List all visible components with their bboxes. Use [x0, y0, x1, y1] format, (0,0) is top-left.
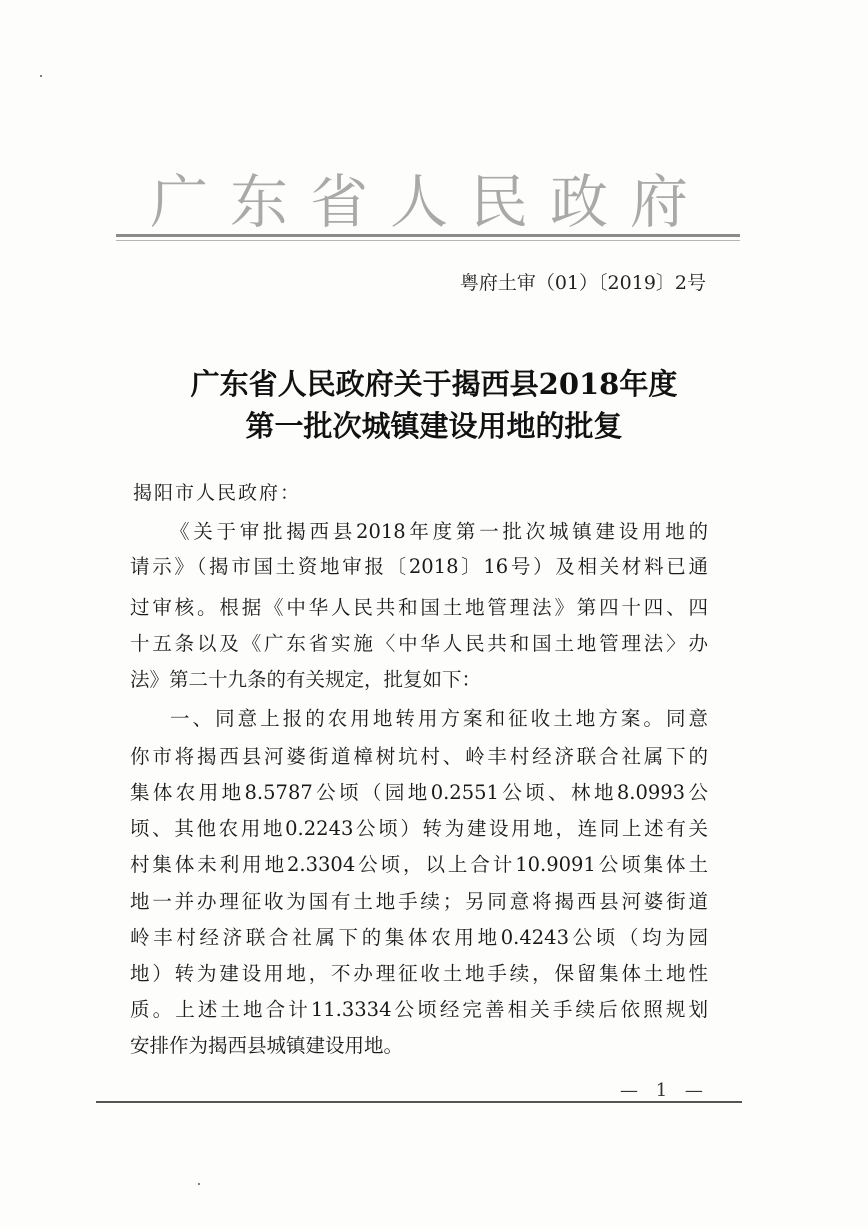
- body-line: 十五条以及《广东省实施〈中华人民共和国土地管理法〉办: [130, 632, 708, 655]
- body-line: 安排作为揭西县城镇建设用地。: [130, 1034, 404, 1057]
- body-line: 过审核。根据《中华人民共和国土地管理法》第四十四、四: [130, 596, 708, 619]
- body-line: 请示》（揭市国土资地审报〔2018〕16号）及相关材料已通: [130, 555, 708, 578]
- scan-speck: [198, 1183, 200, 1185]
- body-line: 地一并办理征收为国有土地手续；另同意将揭西县河婆街道: [130, 890, 708, 913]
- document-title-line-2: 第一批次城镇建设用地的批复: [245, 409, 623, 443]
- page-number: — 1 —: [620, 1080, 709, 1101]
- body-line: 一、同意上报的农用地转用方案和征收土地方案。同意: [170, 707, 708, 730]
- body-line: 你市将揭西县河婆街道樟树坑村、岭丰村经济联合社属下的: [130, 745, 708, 768]
- document-title-line-1: 广东省人民政府关于揭西县2018年度: [190, 367, 678, 401]
- body-line: 集体农用地8.5787公顷（园地0.2551公顷、林地8.0993公: [130, 781, 708, 804]
- header-divider-thin: [116, 240, 740, 241]
- footer-divider: [96, 1101, 742, 1103]
- body-line: 质。上述土地合计11.3334公顷经完善相关手续后依照规划: [130, 998, 708, 1021]
- body-line: 法》第二十九条的有关规定，批复如下：: [130, 668, 482, 691]
- body-line: 村集体未利用地2.3304公顷，以上合计10.9091公顷集体土: [130, 853, 708, 876]
- scan-speck: [40, 75, 42, 77]
- salutation: 揭阳市人民政府：: [133, 482, 302, 504]
- body-line: 岭丰村经济联合社属下的集体农用地0.4243公顷（均为园: [130, 926, 708, 949]
- issuing-authority-header: 广东省人民政府: [150, 168, 711, 236]
- header-divider: [116, 234, 740, 237]
- document-number: 粤府土审（01）〔2019〕2号: [459, 272, 706, 294]
- body-line: 顷、其他农用地0.2243公顷）转为建设用地，连同上述有关: [130, 817, 708, 840]
- body-line: 地）转为建设用地，不办理征收土地手续，保留集体土地性: [130, 962, 708, 985]
- body-line: 《关于审批揭西县2018年度第一批次城镇建设用地的: [170, 520, 708, 543]
